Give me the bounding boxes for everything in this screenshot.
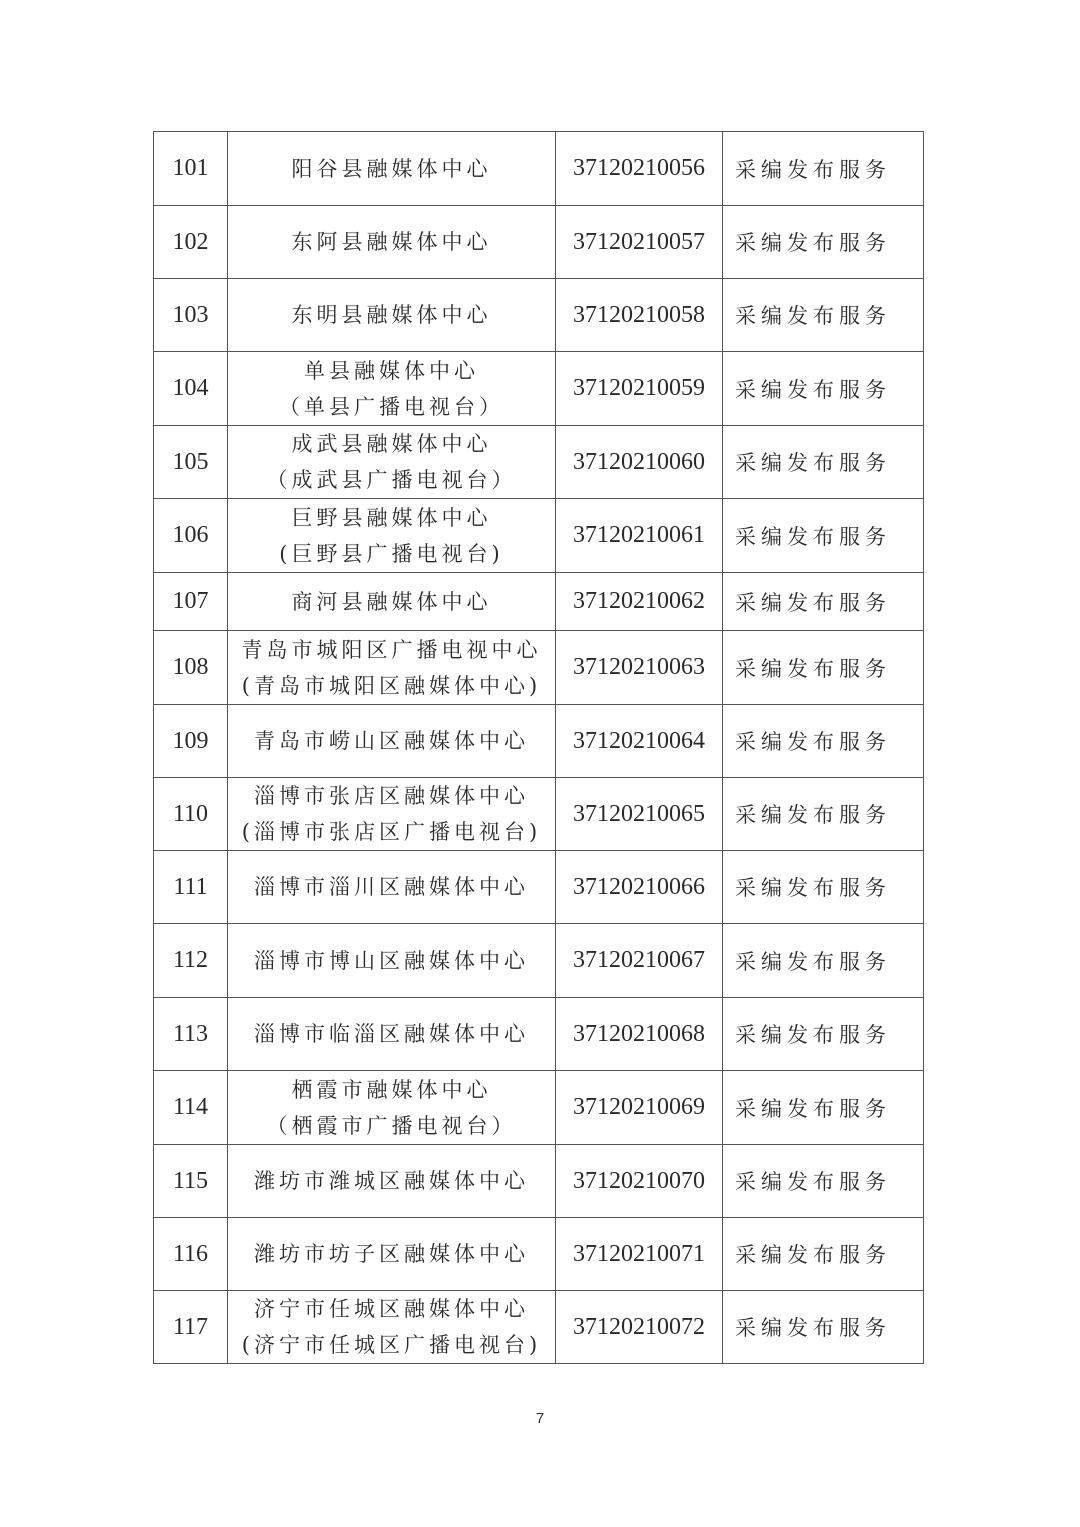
organization-name xyxy=(228,705,556,778)
registration-code: 37120210070 xyxy=(556,1145,723,1218)
organization-name xyxy=(228,1218,556,1291)
organization-name xyxy=(228,778,556,851)
service-type: 采编发布服务 xyxy=(723,573,924,631)
organization-name-line: 青岛市崂山区融媒体中心 xyxy=(254,729,529,753)
organization-name xyxy=(228,206,556,279)
service-type: 采编发布服务 xyxy=(723,705,924,778)
row-number: 116 xyxy=(154,1218,228,1291)
service-type: 采编发布服务 xyxy=(723,352,924,426)
service-type: 采编发布服务 xyxy=(723,1071,924,1145)
row-number: 103 xyxy=(154,279,228,352)
organization-alias-line: （成武县广播电视台） xyxy=(266,468,517,492)
service-type: 采编发布服务 xyxy=(723,631,924,705)
table-row xyxy=(154,778,924,851)
service-type: 采编发布服务 xyxy=(723,132,924,206)
organization-name xyxy=(228,426,556,499)
registration-code: 37120210068 xyxy=(556,998,723,1071)
registration-code: 37120210067 xyxy=(556,924,723,998)
organization-name-line: 东阿县融媒体中心 xyxy=(291,230,492,254)
table-row xyxy=(154,1145,924,1218)
registration-code: 37120210060 xyxy=(556,426,723,499)
row-number: 107 xyxy=(154,573,228,631)
service-type: 采编发布服务 xyxy=(723,279,924,352)
organization-name xyxy=(228,1145,556,1218)
organization-name-line: 阳谷县融媒体中心 xyxy=(291,156,492,181)
table-row xyxy=(154,631,924,705)
organization-alias-line: （单县广播电视台） xyxy=(279,394,504,419)
organization-name xyxy=(228,499,556,573)
service-type: 采编发布服务 xyxy=(723,1145,924,1218)
service-type: 采编发布服务 xyxy=(723,426,924,499)
service-type: 采编发布服务 xyxy=(723,851,924,924)
table-row xyxy=(154,279,924,352)
table-row xyxy=(154,132,924,206)
row-number: 101 xyxy=(154,132,228,206)
row-number: 108 xyxy=(154,631,228,705)
organization-name xyxy=(228,132,556,206)
organization-alias-line: (济宁市任城区广播电视台) xyxy=(241,1333,542,1357)
organization-name-line: 淄博市张店区融媒体中心 xyxy=(254,784,529,808)
service-type: 采编发布服务 xyxy=(723,206,924,279)
service-type: 采编发布服务 xyxy=(723,778,924,851)
service-type: 采编发布服务 xyxy=(723,1218,924,1291)
registration-code: 37120210061 xyxy=(556,499,723,573)
organization-name xyxy=(228,352,556,426)
organization-name xyxy=(228,924,556,998)
row-number: 117 xyxy=(154,1291,228,1364)
registration-code: 37120210058 xyxy=(556,279,723,352)
organization-name-line: 淄博市临淄区融媒体中心 xyxy=(254,1022,529,1046)
table-row xyxy=(154,206,924,279)
organization-name-line: 巨野县融媒体中心 xyxy=(291,505,492,530)
table-row xyxy=(154,924,924,998)
table-body xyxy=(154,132,924,1364)
registration-code: 37120210066 xyxy=(556,851,723,924)
service-type: 采编发布服务 xyxy=(723,1291,924,1364)
organization-name xyxy=(228,279,556,352)
registration-code: 37120210064 xyxy=(556,705,723,778)
table-row xyxy=(154,1218,924,1291)
organization-name-line: 单县融媒体中心 xyxy=(304,358,479,383)
organization-name-line: 东明县融媒体中心 xyxy=(291,303,492,327)
row-number: 102 xyxy=(154,206,228,279)
organization-name-line: 淄博市博山区融媒体中心 xyxy=(254,948,529,973)
media-center-table xyxy=(153,131,924,1364)
table-row xyxy=(154,573,924,631)
table-row xyxy=(154,705,924,778)
table-row xyxy=(154,499,924,573)
row-number: 110 xyxy=(154,778,228,851)
organization-alias-line: (巨野县广播电视台) xyxy=(279,541,504,566)
organization-name xyxy=(228,573,556,631)
organization-name-line: 潍坊市潍城区融媒体中心 xyxy=(254,1169,529,1193)
organization-name xyxy=(228,851,556,924)
table-row xyxy=(154,426,924,499)
organization-name-line: 商河县融媒体中心 xyxy=(291,589,492,614)
organization-alias-line: （栖霞市广播电视台） xyxy=(266,1113,517,1138)
registration-code: 37120210062 xyxy=(556,573,723,631)
registration-code: 37120210059 xyxy=(556,352,723,426)
organization-name-line: 青岛市城阳区广播电视中心 xyxy=(241,637,542,662)
registration-code: 37120210056 xyxy=(556,132,723,206)
row-number: 112 xyxy=(154,924,228,998)
table-row xyxy=(154,1291,924,1364)
registration-code: 37120210065 xyxy=(556,778,723,851)
organization-name xyxy=(228,998,556,1071)
table-row xyxy=(154,998,924,1071)
service-type: 采编发布服务 xyxy=(723,499,924,573)
organization-name-line: 成武县融媒体中心 xyxy=(291,432,492,456)
service-type: 采编发布服务 xyxy=(723,924,924,998)
organization-name-line: 潍坊市坊子区融媒体中心 xyxy=(254,1242,529,1266)
organization-alias-line: (淄博市张店区广播电视台) xyxy=(241,820,542,844)
registration-code: 37120210057 xyxy=(556,206,723,279)
row-number: 111 xyxy=(154,851,228,924)
row-number: 114 xyxy=(154,1071,228,1145)
organization-alias-line: (青岛市城阳区融媒体中心) xyxy=(241,673,542,698)
table-row xyxy=(154,851,924,924)
row-number: 109 xyxy=(154,705,228,778)
organization-name-line: 栖霞市融媒体中心 xyxy=(291,1077,492,1102)
row-number: 105 xyxy=(154,426,228,499)
service-type: 采编发布服务 xyxy=(723,998,924,1071)
registration-code: 37120210071 xyxy=(556,1218,723,1291)
row-number: 115 xyxy=(154,1145,228,1218)
organization-name-line: 淄博市淄川区融媒体中心 xyxy=(254,875,529,899)
organization-name xyxy=(228,1291,556,1364)
page-number: 7 xyxy=(535,1410,545,1427)
organization-name xyxy=(228,631,556,705)
organization-name-line: 济宁市任城区融媒体中心 xyxy=(254,1297,529,1321)
table-row xyxy=(154,1071,924,1145)
row-number: 106 xyxy=(154,499,228,573)
registration-code: 37120210063 xyxy=(556,631,723,705)
row-number: 113 xyxy=(154,998,228,1071)
table-row xyxy=(154,352,924,426)
organization-name xyxy=(228,1071,556,1145)
row-number: 104 xyxy=(154,352,228,426)
registration-code: 37120210069 xyxy=(556,1071,723,1145)
registration-code: 37120210072 xyxy=(556,1291,723,1364)
